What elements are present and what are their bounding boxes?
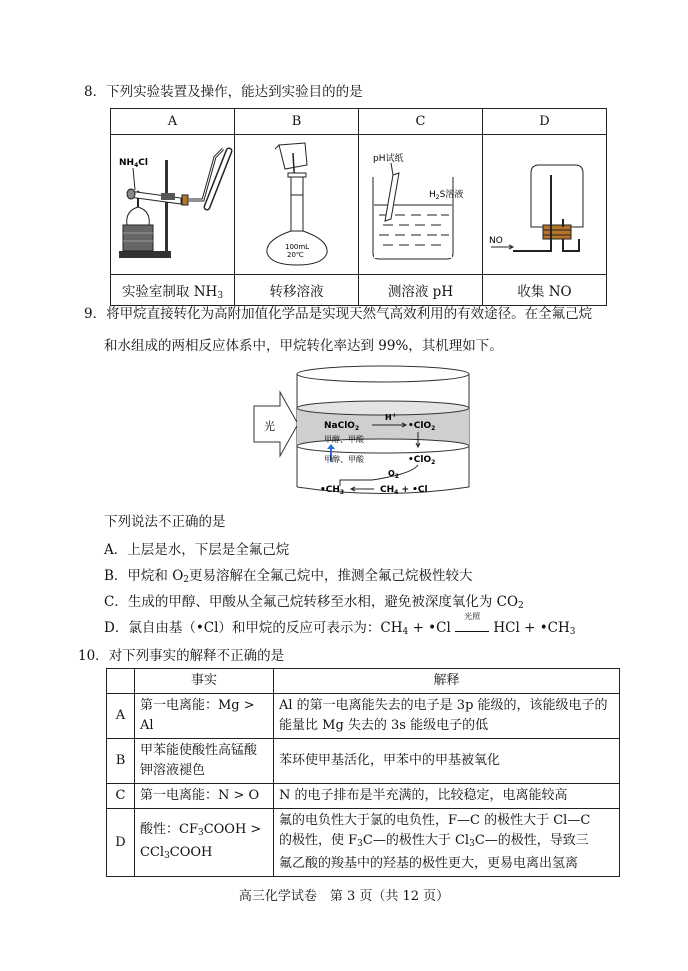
q10-row-d-label: D — [107, 809, 135, 877]
h2s-label: H — [429, 190, 436, 200]
naclo2-label: NaClO — [324, 421, 355, 431]
q10-row-d-fact: 酸性：$CF_3COOH$ > CCl$_3$COOH — [135, 809, 274, 877]
q8-figure-b — [235, 135, 359, 275]
products-top-label: 甲醇、甲酸 — [324, 435, 364, 444]
q10-header-explain: 解释 — [274, 669, 620, 694]
q8-header-b: B — [235, 109, 359, 135]
svg-text:NH4Cl: $NH_4Cl$ — [119, 158, 148, 169]
q10-row-c-fact: 第一电离能：N > O — [135, 784, 274, 809]
page-footer: 高三化学试卷 第 3 页（共 12 页） — [238, 889, 450, 904]
q8-text: 下列实验装置及操作，能达到实验目的的是 — [106, 84, 363, 100]
gas-collection-figure — [483, 135, 606, 270]
o2-label: O — [388, 469, 395, 478]
no-gas-label: NO — [489, 236, 503, 246]
q8-number: 8． — [84, 84, 107, 100]
q9-option-c: C．生成的甲醇、甲酸从全氟己烷转移至水相，避免被深度氧化为 $CO_2$ — [104, 594, 524, 611]
flask-volume-label: 100mL — [285, 243, 310, 251]
q10-row-d-explain: 氟的电负性大于氯的电负性，F—C 的极性大于 Cl—C 的极性，使 $F_3C—$的极性大于 $Cl_3C—$的极性，导致三 氟乙酸的羧基中的羟基的极性更大，更易电离出氢离 — [274, 809, 620, 877]
q8-figure-a — [111, 135, 235, 275]
flask-temp-label: 20℃ — [287, 251, 304, 259]
nh4cl-label: NH — [119, 158, 135, 168]
svg-text:•ClO2: •ClO$_2$ — [408, 455, 436, 466]
q10-row-c-label: C — [107, 784, 135, 809]
ammonia-apparatus-figure — [111, 135, 234, 270]
hplus-label: H — [385, 413, 392, 422]
q9-number: 9． — [84, 306, 107, 322]
q10-row-b-explain: 苯环使甲基活化，甲苯中的甲基被氧化 — [274, 739, 620, 784]
q8-caption-d: 收集 NO — [483, 275, 607, 306]
q10-row-a-label: A — [107, 694, 135, 739]
svg-text:•CH3: $•CH_3$ — [320, 485, 345, 496]
q9-stem-line2: 和水组成的两相反应体系中，甲烷转化率达到 99%，其机理如下。 — [104, 338, 503, 354]
q8-stem — [84, 82, 363, 102]
q8-caption-a: 实验室制取 $NH_3$ — [111, 275, 235, 306]
q9-option-a: A．上层是水，下层是全氟己烷 — [104, 542, 290, 558]
q9-stem-line1: 9．将甲烷直接转化为高附加值化学品是实现天然气高效利用的有效途径。在全氟己烷 — [84, 306, 593, 322]
q8-figure-d — [483, 135, 607, 275]
q10-row-a-explain: Al 的第一电离能失去的电子是 3p 能级的，该能级电子的能量比 Mg 失去的 3s 能级电子的低 — [274, 694, 620, 739]
ch4-cl-label: CH — [380, 485, 395, 495]
q8-header-a: A — [111, 109, 235, 135]
q9-prompt: 下列说法不正确的是 — [104, 514, 226, 530]
q10-row-c-explain: N 的电子排布是半充满的，比较稳定，电离能较高 — [274, 784, 620, 809]
ph-test-figure — [359, 135, 482, 270]
svg-text:H+: H+ — [385, 412, 397, 422]
svg-text:NaClO2: NaClO$_2$ — [324, 421, 360, 432]
clo2-mid-label: •ClO — [408, 455, 432, 465]
q10-row-b-label: B — [107, 739, 135, 784]
reaction-arrow: 光照 — [455, 621, 489, 632]
q10-header-fact: 事实 — [135, 669, 274, 694]
q10-row-a-fact: 第一电离能：Mg > Al — [135, 694, 274, 739]
q10-stem: 10．对下列事实的解释不正确的是 — [78, 648, 285, 664]
q8-caption-b: 转移溶液 — [235, 275, 359, 306]
svg-text:H2S溶液: $H_2S$溶液 — [429, 190, 464, 201]
q8-header-c: C — [359, 109, 483, 135]
svg-text:CH4 + •Cl: $CH_4$ + •Cl — [380, 485, 428, 496]
q9-mechanism-figure — [252, 362, 474, 498]
q9-option-d: D．氯自由基（•Cl）和甲烷的反应可表示为：$CH_4$ + •Cl 光照 HCl + $•CH_3$ — [104, 612, 576, 637]
q8-header-d: D — [483, 109, 607, 135]
q8-caption-c: 测溶液 pH — [359, 275, 483, 306]
light-label: 光 — [264, 420, 275, 433]
q8-figure-c — [359, 135, 483, 275]
ch3-label: •CH — [320, 485, 340, 495]
volumetric-flask-figure — [235, 135, 358, 270]
q10-number: 10． — [78, 648, 109, 664]
q10-row-b-fact: 甲苯能使酸性高锰酸钾溶液褪色 — [135, 739, 274, 784]
ph-paper-label: pH试纸 — [373, 154, 404, 164]
q10-table — [106, 668, 620, 877]
svg-text:•ClO2: •ClO$_2$ — [408, 421, 436, 432]
q9-option-b: B．甲烷和 $O_2$更易溶解在全氟己烷中，推测全氟己烷极性较大 — [104, 568, 473, 585]
q8-table — [110, 108, 607, 306]
clo2-top-label: •ClO — [408, 421, 432, 431]
products-bottom-label: 甲醇、甲酸 — [324, 455, 364, 464]
svg-text:O2: $O_2$ — [388, 469, 399, 480]
